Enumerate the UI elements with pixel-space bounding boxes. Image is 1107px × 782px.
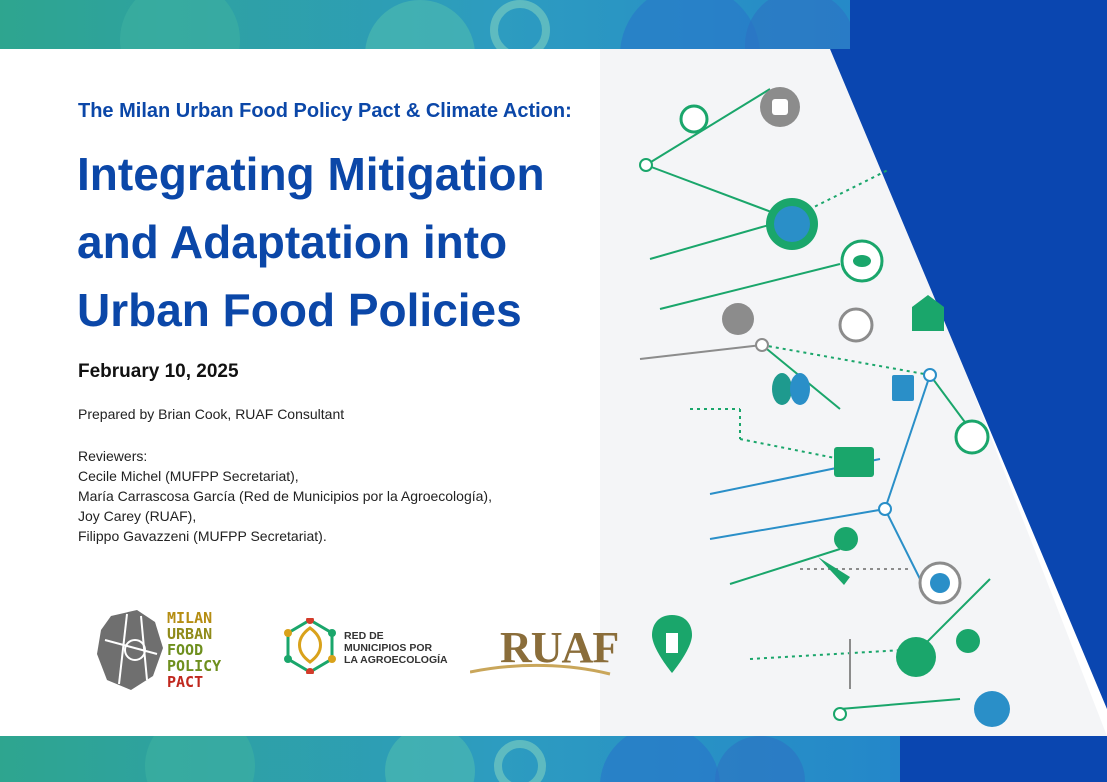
prepared-by: Prepared by Brian Cook, RUAF Consultant [78, 406, 345, 422]
plug-icon [760, 87, 800, 127]
reviewers-block [78, 446, 492, 546]
mufpp-line: MILAN [167, 609, 213, 627]
title-line-3: Urban Food Policies [77, 284, 522, 336]
top-banner [0, 0, 1107, 49]
red-line: LA AGROECOLOGÍA [344, 654, 448, 666]
reviewer-item: Filippo Gavazzeni (MUFPP Secretariat). [78, 528, 327, 544]
document-subtitle: The Milan Urban Food Policy Pact & Climate Action: [78, 100, 572, 122]
document-title [77, 140, 637, 344]
earth-icon [766, 198, 818, 250]
map-pin-icon [652, 615, 692, 673]
bee-icon [842, 241, 882, 281]
reviewer-item: Joy Carey (RUAF), [78, 508, 197, 524]
mufpp-line: POLICY [167, 657, 222, 675]
top-banner-graphic [0, 0, 1107, 49]
ruaf-logo [470, 622, 619, 688]
reviewers-heading: Reviewers: [78, 448, 148, 464]
reviewer-item: Cecile Michel (MUFPP Secretariat), [78, 468, 299, 484]
document-date: February 10, 2025 [78, 361, 239, 382]
ruaf-wordmark: RUAF [500, 623, 619, 672]
mufpp-map-icon [97, 610, 163, 690]
apple-icon [834, 527, 858, 551]
mufpp-line: PACT [167, 673, 204, 691]
title-line-2: and Adaptation into [77, 216, 508, 268]
title-line-1: Integrating Mitigation [77, 148, 545, 200]
heart-icon [920, 563, 960, 603]
red-agroecologia-icon [282, 618, 338, 674]
red-line: RED DE [344, 630, 384, 642]
mufpp-logo-text [167, 610, 221, 690]
reviewer-item: María Carrascosa García (Red de Municipios por la Agroecología), [78, 488, 492, 504]
red-line: MUNICIPIOS POR [344, 642, 433, 654]
mufpp-line: FOOD [167, 641, 204, 659]
bottom-banner-graphic [0, 736, 1107, 782]
red-agroecologia-logo-text [344, 630, 448, 666]
solar-panel-icon [892, 375, 914, 401]
recycle-icon [834, 447, 874, 477]
mufpp-line: URBAN [167, 625, 213, 643]
bottom-banner [0, 736, 1107, 782]
glasses-icon [896, 637, 936, 677]
